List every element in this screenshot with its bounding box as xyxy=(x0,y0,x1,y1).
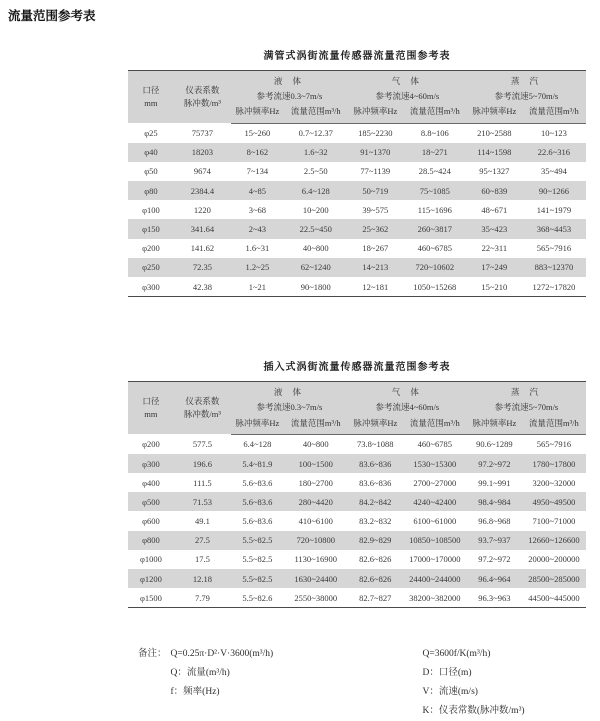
table-cell: 1530~15300 xyxy=(403,454,467,473)
header-velocity-0: 参考流速0.3~7m/s xyxy=(231,400,348,415)
table-cell: 210~2588 xyxy=(477,128,512,139)
table-cell: 73.8~1088 xyxy=(357,439,394,450)
header-group-0: 液 体 xyxy=(231,71,348,90)
table-cell: 96.4~964 xyxy=(467,569,522,588)
table-cell: 196.6 xyxy=(174,454,231,473)
table-row xyxy=(128,531,586,550)
note-v-definition: V：流速(m/s) xyxy=(422,687,478,698)
table-cell: 82.6~826 xyxy=(359,554,392,565)
full-pipe-table-title: 满管式涡街流量传感器流量范围参考表 xyxy=(263,51,451,62)
table-row xyxy=(128,200,586,219)
full-pipe-table-section xyxy=(128,47,586,297)
note-q-definition: Q：流量(m³/h) xyxy=(170,668,230,679)
table-cell: 2700~27000 xyxy=(413,477,457,488)
table-cell: 114~1598 xyxy=(467,143,522,162)
table-cell: 341.64 xyxy=(174,219,231,238)
notes-left-column xyxy=(171,645,389,721)
table-cell: 28500~285000 xyxy=(522,569,586,588)
header-freq-2: 脉冲频率Hz xyxy=(467,104,522,123)
table-cell: 97.2~972 xyxy=(478,554,511,565)
table-row xyxy=(128,258,586,277)
table-header xyxy=(128,382,586,435)
table-cell: 5.6~83.6 xyxy=(242,516,273,527)
table-cell: 15~210 xyxy=(481,281,508,292)
table-cell: φ40 xyxy=(128,143,174,162)
header-group-0: 液 体 xyxy=(231,382,348,401)
note-formula-1: Q=0.25π·D²·V·3600(m³/h) xyxy=(170,649,274,660)
table-cell: 91~1370 xyxy=(348,143,403,162)
insertion-table xyxy=(128,381,586,608)
table-cell: φ150 xyxy=(128,219,174,238)
table-cell: 75737 xyxy=(191,127,214,138)
header-coefficient: 仪表系数 脉冲数/m³ xyxy=(174,71,231,124)
table-cell: 5.5~82.5 xyxy=(231,569,284,588)
table-cell: 460~6785 xyxy=(417,243,452,254)
table-cell: φ250 xyxy=(128,258,174,277)
table-cell: 49.1 xyxy=(194,516,210,527)
table-body xyxy=(128,434,586,608)
note-d-definition: D：口径(m) xyxy=(422,668,472,679)
table-cell: 141.62 xyxy=(190,243,215,254)
table-cell: 1.2~25 xyxy=(231,258,284,277)
table-cell: 565~7916 xyxy=(536,243,572,254)
header-diameter: 口径 mm xyxy=(128,382,174,435)
table-cell: 115~1696 xyxy=(417,204,452,215)
header-freq-0: 脉冲频率Hz xyxy=(231,104,284,123)
table-cell: 9674 xyxy=(193,166,211,177)
table-cell: 25~362 xyxy=(348,219,403,238)
header-range-1: 流量范围m³/h xyxy=(403,416,467,435)
table-cell: 1.6~32 xyxy=(284,143,348,162)
table-row xyxy=(128,277,586,297)
table-cell: 90~1266 xyxy=(522,181,586,200)
header-freq-1: 脉冲频率Hz xyxy=(348,416,403,435)
table-cell: 3~68 xyxy=(248,204,267,215)
table-cell: 720~10602 xyxy=(403,258,467,277)
table-cell: 1.6~31 xyxy=(245,243,270,254)
page-title: 流量范围参考表 xyxy=(8,8,96,23)
table-cell: 20000~200000 xyxy=(528,554,580,565)
table-cell: 17~249 xyxy=(467,258,522,277)
header-velocity-0: 参考流速0.3~7m/s xyxy=(231,89,348,104)
table-cell: 22.6~316 xyxy=(522,143,586,162)
table-cell: 368~4453 xyxy=(522,219,586,238)
table-cell: 14~213 xyxy=(348,258,403,277)
header-freq-1: 脉冲频率Hz xyxy=(348,104,403,123)
table-row xyxy=(128,454,586,473)
table-row xyxy=(128,162,586,181)
table-cell: 883~12370 xyxy=(522,258,586,277)
table-cell: 97.2~972 xyxy=(467,454,522,473)
full-pipe-table xyxy=(128,70,586,297)
table-cell: φ100 xyxy=(142,204,160,215)
table-cell: 82.9~829 xyxy=(348,531,403,550)
table-cell: 180~2700 xyxy=(298,477,333,488)
header-range-2: 流量范围m³/h xyxy=(522,416,586,435)
table-body xyxy=(128,123,586,297)
table-cell: 1130~16900 xyxy=(294,554,338,565)
header-velocity-2: 参考流速5~70m/s xyxy=(467,400,586,415)
header-velocity-1: 参考流速4~60m/s xyxy=(348,89,467,104)
table-cell: 111.5 xyxy=(193,477,212,488)
table-cell: 2.5~50 xyxy=(303,166,328,177)
table-cell: 5.5~82.5 xyxy=(242,554,273,565)
table-cell: 5.5~82.5 xyxy=(231,531,284,550)
table-cell: 10850~108500 xyxy=(403,531,467,550)
table-cell: φ200 xyxy=(142,243,160,254)
table-cell: 77~1139 xyxy=(360,166,391,177)
header-coefficient: 仪表系数 脉冲数/m³ xyxy=(174,382,231,435)
table-cell: φ1000 xyxy=(139,554,162,565)
table-cell: φ400 xyxy=(142,477,160,488)
table-cell: 8.8~106 xyxy=(420,128,449,139)
header-range-1: 流量范围m³/h xyxy=(403,104,467,123)
table-cell: φ1500 xyxy=(139,592,162,603)
table-cell: 260~3817 xyxy=(403,219,467,238)
header-group-1: 气 体 xyxy=(348,71,467,90)
table-cell: 1220 xyxy=(193,204,211,215)
table-cell: 75~1085 xyxy=(403,181,467,200)
header-group-2: 蒸 汽 xyxy=(467,382,586,401)
table-cell: 7100~71000 xyxy=(532,516,576,527)
table-cell: 38200~382000 xyxy=(409,592,461,603)
table-cell: 8~162 xyxy=(231,143,284,162)
table-cell: φ800 xyxy=(128,531,174,550)
table-cell: 22~311 xyxy=(481,243,508,254)
table-header xyxy=(128,71,586,124)
table-cell: 4950~49500 xyxy=(522,492,586,511)
insertion-table-title: 插入式涡街流量传感器流量范围参考表 xyxy=(263,362,451,374)
table-cell: 4240~42400 xyxy=(403,492,467,511)
table-cell: 82.6~826 xyxy=(348,569,403,588)
table-cell: 2~43 xyxy=(231,219,284,238)
table-cell: 3200~32000 xyxy=(532,477,576,488)
table-cell: 10~123 xyxy=(540,128,567,139)
table-cell: 7~134 xyxy=(246,166,269,177)
table-row xyxy=(128,473,586,492)
table-cell: φ50 xyxy=(144,166,158,177)
table-cell: 40~800 xyxy=(302,243,329,254)
table-cell: 2384.4 xyxy=(174,181,231,200)
table-cell: 35~494 xyxy=(540,166,567,177)
table-cell: 280~4420 xyxy=(284,492,348,511)
table-row xyxy=(128,550,586,569)
table-row xyxy=(128,123,586,143)
table-cell: 565~7916 xyxy=(536,439,572,450)
table-cell: 10~200 xyxy=(302,204,329,215)
note-f-definition: f：频率(Hz) xyxy=(170,687,220,698)
table-cell: 1272~17820 xyxy=(532,281,576,292)
header-freq-2: 脉冲频率Hz xyxy=(467,416,522,435)
insertion-table-section xyxy=(128,358,586,608)
table-cell: 1780~17800 xyxy=(522,454,586,473)
table-row xyxy=(128,181,586,200)
table-cell: 12660~126600 xyxy=(522,531,586,550)
header-velocity-1: 参考流速4~60m/s xyxy=(348,400,467,415)
table-cell: 62~1240 xyxy=(284,258,348,277)
table-row xyxy=(128,239,586,258)
table-cell: 4~85 xyxy=(231,181,284,200)
table-cell: 6100~61000 xyxy=(413,516,457,527)
table-cell: 1630~24400 xyxy=(284,569,348,588)
table-cell: 50~719 xyxy=(348,181,403,200)
table-cell: 17.5 xyxy=(194,554,210,565)
header-range-2: 流量范围m³/h xyxy=(522,104,586,123)
table-row xyxy=(128,143,586,162)
table-cell: 5.4~81.9 xyxy=(231,454,284,473)
table-cell: 5.5~82.6 xyxy=(242,592,273,603)
table-cell: 90~1800 xyxy=(300,281,331,292)
table-cell: 96.3~963 xyxy=(478,592,511,603)
table-cell: 460~6785 xyxy=(417,439,452,450)
table-cell: 12.18 xyxy=(174,569,231,588)
table-row xyxy=(128,588,586,608)
table-cell: φ600 xyxy=(142,516,160,527)
table-cell: 18~271 xyxy=(403,143,467,162)
header-freq-0: 脉冲频率Hz xyxy=(231,416,284,435)
table-cell: 71.53 xyxy=(174,492,231,511)
table-cell: 83.6~836 xyxy=(348,454,403,473)
table-cell: 6.4~128 xyxy=(243,439,272,450)
notes-label: 备注： xyxy=(138,649,167,660)
table-cell: 22.5~450 xyxy=(284,219,348,238)
table-cell: φ200 xyxy=(142,439,160,450)
table-cell: 5.6~83.6 xyxy=(231,492,284,511)
table-row xyxy=(128,219,586,238)
table-cell: 6.4~128 xyxy=(284,181,348,200)
table-cell: 35~423 xyxy=(467,219,522,238)
header-range-0: 流量范围m³/h xyxy=(284,416,348,435)
table-cell: 100~1500 xyxy=(284,454,348,473)
table-cell: 42.38 xyxy=(192,281,212,292)
table-cell: 141~1979 xyxy=(536,204,572,215)
table-cell: 18~267 xyxy=(362,243,389,254)
table-cell: 90.6~1289 xyxy=(476,439,513,450)
header-diameter: 口径 mm xyxy=(128,71,174,124)
header-range-0: 流量范围m³/h xyxy=(284,104,348,123)
table-cell: 93.7~937 xyxy=(467,531,522,550)
table-cell: 1050~15268 xyxy=(413,281,457,292)
table-cell: 1~21 xyxy=(248,281,267,292)
table-cell: φ300 xyxy=(142,281,160,292)
table-cell: 5.6~83.6 xyxy=(242,477,273,488)
table-cell: 0.7~12.37 xyxy=(298,128,333,139)
table-row xyxy=(128,434,586,454)
header-group-1: 气 体 xyxy=(348,382,467,401)
table-cell: 39~575 xyxy=(362,204,389,215)
table-cell: 17000~170000 xyxy=(409,554,461,565)
table-cell: φ1200 xyxy=(128,569,174,588)
table-cell: φ300 xyxy=(128,454,174,473)
table-cell: 27.5 xyxy=(174,531,231,550)
table-cell: 24400~244000 xyxy=(403,569,467,588)
table-cell: 95~1327 xyxy=(479,166,510,177)
table-cell: φ25 xyxy=(144,127,158,138)
table-cell: 84.2~842 xyxy=(348,492,403,511)
table-row xyxy=(128,569,586,588)
table-cell: φ500 xyxy=(128,492,174,511)
table-cell: 15~260 xyxy=(244,128,271,139)
table-cell: 96.8~968 xyxy=(478,516,511,527)
header-group-2: 蒸 汽 xyxy=(467,71,586,90)
notes-right-column xyxy=(423,645,525,721)
table-cell: 82.7~827 xyxy=(359,592,392,603)
table-row xyxy=(128,492,586,511)
header-velocity-2: 参考流速5~70m/s xyxy=(467,89,586,104)
table-cell: 83.6~836 xyxy=(359,477,392,488)
table-cell: 99.1~991 xyxy=(478,477,511,488)
table-cell: 2550~38000 xyxy=(294,592,338,603)
note-k-definition: K：仪表常数(脉冲数/m³) xyxy=(422,706,525,717)
table-cell: 12~181 xyxy=(362,281,389,292)
notes-section xyxy=(138,645,600,721)
table-cell: 44500~445000 xyxy=(528,592,580,603)
table-cell: 48~671 xyxy=(481,204,508,215)
table-cell: 7.79 xyxy=(194,592,210,603)
note-formula-2: Q=3600f/K(m³/h) xyxy=(422,649,491,660)
table-cell: 40~800 xyxy=(302,439,329,450)
table-cell: 720~10800 xyxy=(284,531,348,550)
table-cell: 98.4~984 xyxy=(467,492,522,511)
table-cell: 83.2~832 xyxy=(359,516,392,527)
table-cell: 410~6100 xyxy=(298,516,333,527)
table-cell: φ80 xyxy=(128,181,174,200)
table-cell: 60~839 xyxy=(467,181,522,200)
table-cell: 185~2230 xyxy=(358,128,393,139)
table-cell: 28.5~424 xyxy=(418,166,451,177)
table-cell: 577.5 xyxy=(192,439,212,450)
table-row xyxy=(128,511,586,530)
table-cell: 72.35 xyxy=(174,258,231,277)
table-cell: 18203 xyxy=(174,143,231,162)
